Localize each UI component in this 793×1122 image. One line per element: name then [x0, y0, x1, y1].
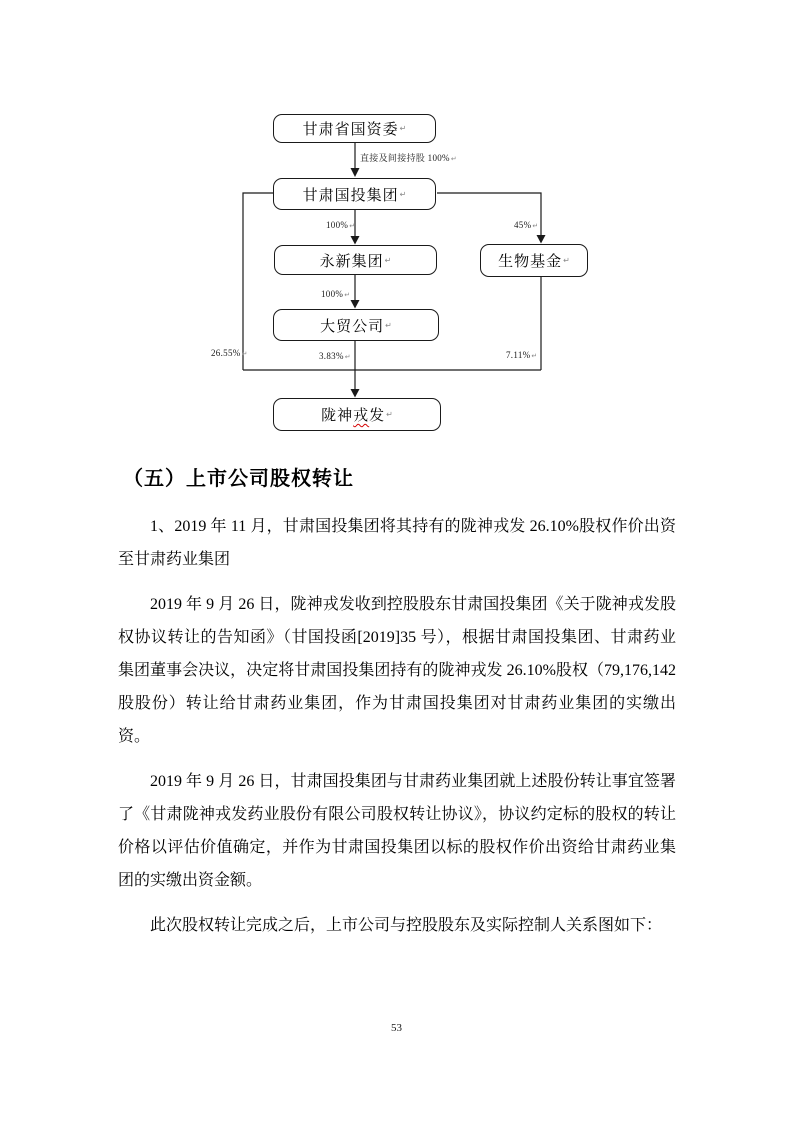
edge-label-26-55pct: 26.55%↵: [211, 348, 248, 358]
paragraph-3: 2019 年 9 月 26 日，甘肃国投集团与甘肃药业集团就上述股份转让事宜签署了《甘肃陇神戎发药业股份有限公司股权转让协议》，协议约定标的股权的转让价格以评估价值确定，并作为甘肃国投集团以标的股权作价出资给甘肃药业集团的实缴出资金额。: [118, 773, 676, 889]
edge-label-100pct-damao: 100%↵: [321, 289, 351, 299]
node-yongxin-group: [274, 245, 437, 275]
node-bio-fund: [480, 244, 588, 277]
return-mark-icon: ↵: [532, 222, 539, 230]
return-mark-icon: ↵: [399, 124, 407, 133]
paragraph-1: 1、2019 年 11 月，甘肃国投集团将其持有的陇神戎发 26.10%股权作价出资至甘肃药业集团: [118, 518, 676, 568]
node-longshen-rongfa: [273, 398, 441, 431]
body-text: [118, 510, 676, 954]
return-mark-icon: ↵: [563, 256, 570, 265]
edge-label-3-83pct: 3.83%↵: [319, 351, 351, 361]
diagram-connector-lines: [0, 0, 793, 450]
return-mark-icon: ↵: [384, 255, 392, 265]
node-label: 甘肃国投集团: [302, 187, 399, 204]
node-gansu-sasac: [273, 114, 436, 143]
node-label-spellcheck-squiggle: 戎: [353, 408, 370, 424]
edge-label-45pct: 45%↵: [514, 220, 539, 230]
page-number: 53: [391, 1022, 402, 1034]
node-label: 大贸公司: [320, 318, 385, 335]
return-mark-icon: ↵: [349, 222, 356, 230]
paragraph-4: 此次股权转让完成之后，上市公司与控股股东及实际控制人关系图如下：: [150, 917, 663, 934]
return-mark-icon: ↵: [344, 353, 351, 361]
return-mark-icon: ↵: [385, 320, 392, 330]
return-mark-icon: ↵: [531, 352, 538, 360]
return-mark-icon: ↵: [399, 189, 407, 199]
edge-label-7-11pct: 7.11%↵: [506, 350, 538, 360]
node-label: 生物基金: [498, 254, 563, 270]
return-mark-icon: ↵: [344, 291, 351, 299]
return-mark-icon: ↵: [450, 155, 457, 163]
equity-structure-diagram: [0, 0, 793, 450]
node-label: 永新集团: [319, 253, 384, 270]
return-mark-icon: ↵: [241, 350, 248, 358]
node-gansu-guotou-group: [273, 178, 436, 210]
section-heading: （五）上市公司股权转让: [123, 468, 354, 490]
node-label: 甘肃省国资委: [302, 122, 399, 138]
return-mark-icon: ↵: [386, 410, 393, 419]
node-label: 陇神: [321, 408, 354, 424]
edge-label-100pct-yongxin: 100%↵: [326, 220, 356, 230]
node-label: 发: [369, 408, 386, 424]
node-damao-company: [273, 309, 439, 341]
edge-label-direct-indirect-100pct: 直接及间接持股 100%↵: [360, 153, 457, 163]
paragraph-2: 2019 年 9 月 26 日，陇神戎发收到控股股东甘肃国投集团《关于陇神戎发股权协议转让的告知函》（甘国投函[2019]35 号），根据甘肃国投集团、甘肃药业集团董事会决议，决定将甘肃国投集团持有的陇神戎发 26.10%股权（79,176,142 股股份）转让给甘肃药业集团，作为甘肃国投集团对甘肃药业集团的实缴出资。: [118, 596, 676, 745]
